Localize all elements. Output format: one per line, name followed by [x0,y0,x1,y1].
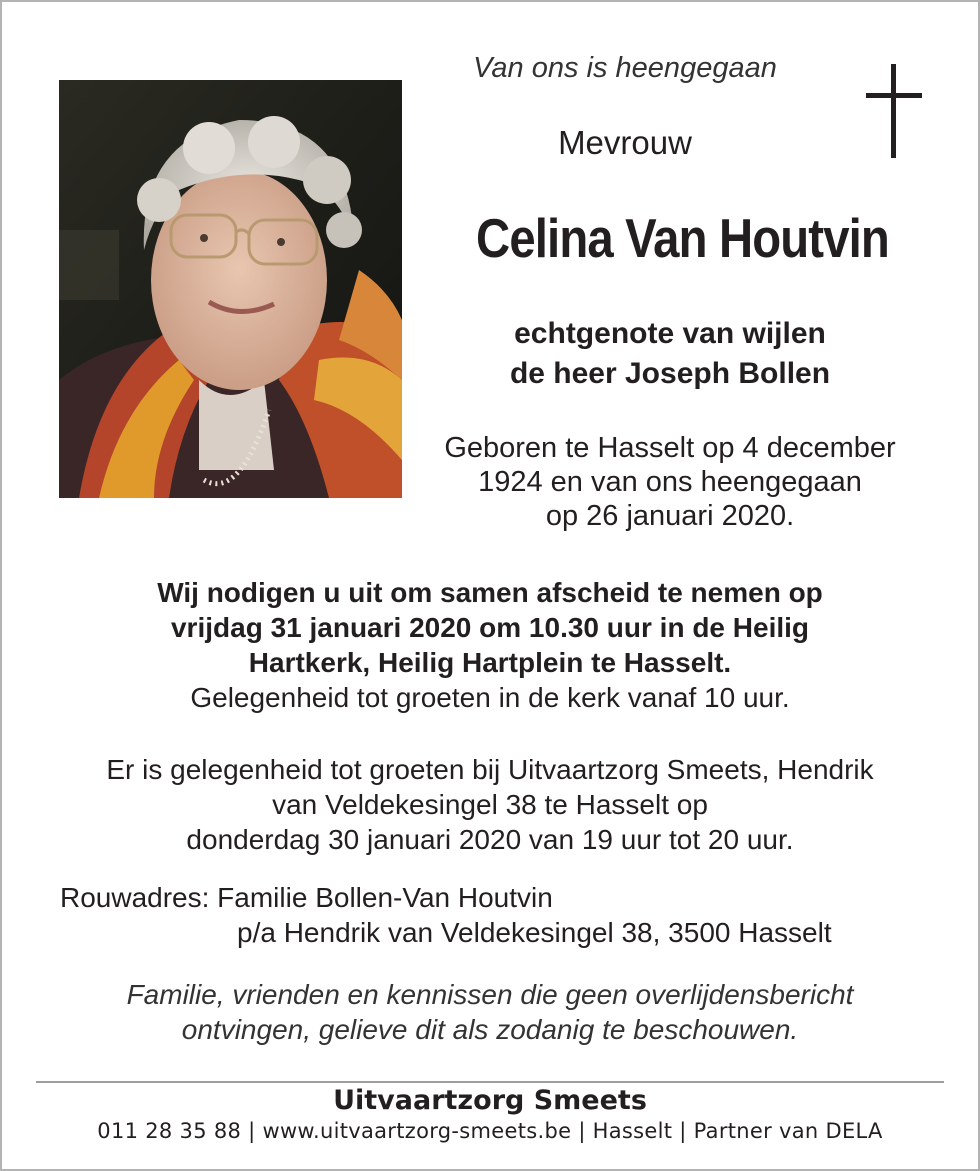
invite-line: Hartkerk, Heilig Hartplein te Hasselt. [248,647,732,678]
family-note-line: ontvingen, gelieve dit als zodanig te beschouwen. [181,1014,799,1045]
footer-company: Uitvaartzorg Smeets [333,1085,647,1116]
spouse-line: echtgenote van wijlen [514,317,826,350]
intro-text: Van ons is heengegaan [473,52,777,84]
birth-text [410,431,930,533]
birth-line: op 26 januari 2020. [545,500,795,532]
footer-contact: 011 28 35 88 | www.uitvaartzorg-smeets.be | Hasselt | Partner van DELA [97,1119,883,1143]
visit-line: Er is gelegenheid tot groeten bij Uitvaartzorg Smeets, Hendrik [106,754,874,785]
invite-line: vrijdag 31 januari 2020 om 10.30 uur in de Heilig [170,612,810,643]
spouse-line: de heer Joseph Bollen [509,357,831,390]
birth-line: 1924 en van ons heengegaan [478,466,862,498]
visit-line: van Veldekesingel 38 te Hasselt op [272,789,708,820]
cross-icon [866,64,922,158]
portrait-photo [59,80,402,498]
invite-line: Wij nodigen u uit om samen afscheid te nemen op [157,577,823,608]
mourning-address-line1: Rouwadres: Familie Bollen-Van Houtvin [60,882,553,913]
spouse-text [420,314,920,394]
title-text: Mevrouw [558,124,692,161]
birth-line: Geboren te Hasselt op 4 december [444,432,896,464]
visitation-text [40,752,940,857]
mourning-address-line2: p/a Hendrik van Veldekesingel 38, 3500 Hasselt [237,917,832,948]
ceremony-invite [40,575,940,680]
family-note [40,977,940,1047]
footer-divider [36,1081,944,1083]
family-note-line: Familie, vrienden en kennissen die geen overlijdensbericht [126,979,854,1010]
ceremony-note: Gelegenheid tot groeten in de kerk vanaf 10 uur. [190,682,790,713]
visit-line: donderdag 30 januari 2020 van 19 uur tot 20 uur. [186,824,794,855]
deceased-name: Celina Van Houtvin [476,207,889,269]
